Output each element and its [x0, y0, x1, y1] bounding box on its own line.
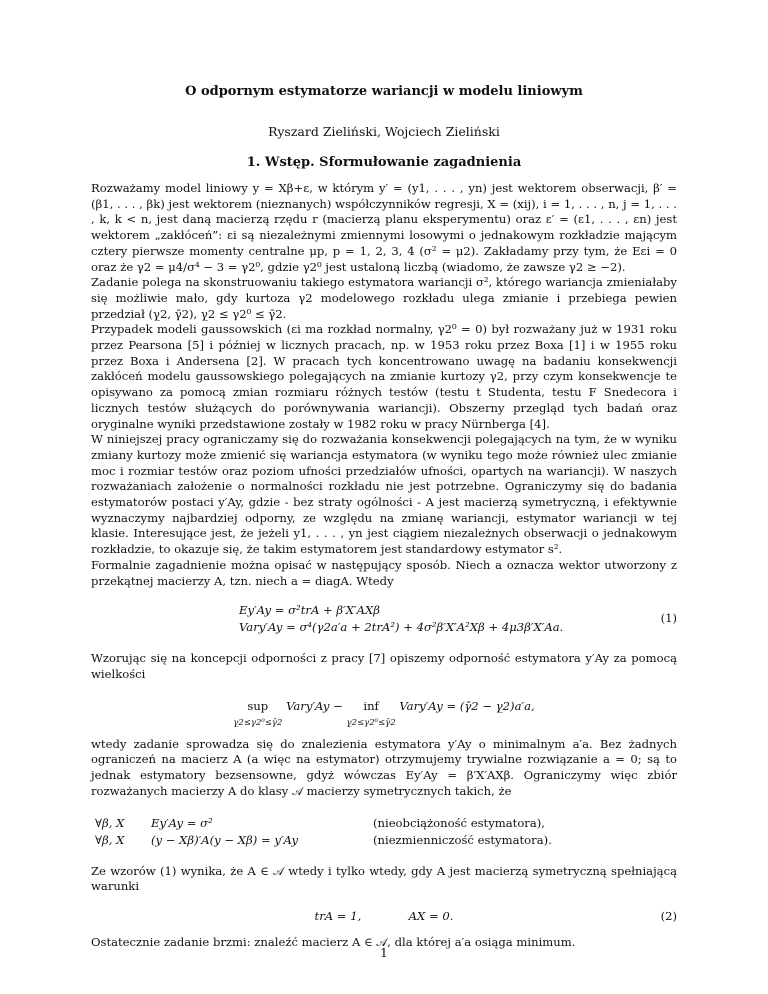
paragraph-robustness: Wzorując się na koncepcji odporności z pracy [7] opiszemy odporność estymatora y′Ay za pomocą wielkości	[91, 651, 677, 681]
paper-title: O odpornym estymatorze wariancji w modelu liniowym	[185, 84, 583, 99]
condition-quantifier: ∀β, X	[95, 815, 125, 830]
equation-2	[91, 909, 677, 925]
paragraph-model: Rozważamy model liniowy y = Xβ+ε, w którym y′ = (y1, . . . , yn) jest wektorem obserwacji, β′ = (β1, . . . , βk) jest wektorem (nieznanych) współczynników regresji, X = (xij), i = 1, . . . , n, j = 1, . . . , k, k < n, jest daną macierzą rzędu r (macierzą planu eksperymentu) oraz ε′ = (ε1, . . . , εn) jest wektorem „zakłóceń”: εi są niezależnymi zmiennymi losowymi o jednakowym rozkładzie mającym cztery pierwsze momenty centralne μp, p = 1, 2, 3, 4 (σ² = μ2). Zakładamy przy tym, że Eεi = 0 oraz że γ2 = μ4/σ⁴ − 3 = γ2⁰, gdzie γ2⁰ jest ustaloną liczbą (wiadomo, że zawsze γ2 ≥ −2).	[91, 181, 677, 274]
condition-row	[91, 833, 677, 850]
equation-1	[91, 603, 677, 637]
equation-2-number: (2)	[660, 908, 677, 923]
condition-comment: (niezmienniczość estymatora).	[373, 832, 552, 847]
condition-row	[91, 816, 677, 833]
equation-1-line-2: Vary′Ay = σ⁴(γ2a′a + 2trA²) + 4σ²β′X′A²Xβ + 4μ3β′X′Aa.	[239, 620, 564, 635]
paragraph-then: wtedy zadanie sprowadza się do znalezienia estymatora y′Ay o minimalnym a′a. Bez żadnych ograniczeń na macierz A (a więc na estymator) otrzymujemy trywialne rozwiązanie a = 0; są to jednak estymatory bezsensowne, gdyż wówczas Ey′Ay = β′X′AXβ. Ograniczymy więc zbiór rozważanych macierzy A do klasy 𝒜 macierzy symetrycznych takich, że	[91, 736, 677, 798]
robustness-measure	[91, 699, 677, 733]
condition-quantifier: ∀β, X	[95, 832, 125, 847]
sup-subscript: γ̲2≤γ2⁰≤γ̄2	[233, 718, 283, 729]
equation-1-number: (1)	[660, 611, 677, 626]
inf-subscript: γ̲2≤γ2⁰≤γ̄2	[346, 718, 396, 729]
equation-2-right: AX = 0.	[408, 908, 454, 923]
paragraph-gaussian: Przypadek modeli gaussowskich (εi ma rozkład normalny, γ2⁰ = 0) był rozważany już w 1931 roku przez Pearsona [5] i później w licznych pracach, np. w 1953 roku przez Boxa [1] i w 1955 roku przez Boxa i Andersena [2]. W pracach tych koncentrowano uwagę na badaniu konsekwencji zakłóceń modelu gaussowskiego polegających na zmianie kurtozy γ2, przy czym konsekwencje te opisywano za pomocą zmian rozmiaru różnych testów (testu t Studenta, testu F Snedecora i licznych testów służących do porównywania wariancji). Obszerny przegląd tych badań oraz oryginalne wyniki przedstawione zostały w 1982 roku w pracy Nürnberga [4].	[91, 322, 677, 431]
sup-middle: Vary′Ay −	[286, 698, 343, 713]
authors: Ryszard Zieliński, Wojciech Zieliński	[268, 124, 500, 139]
paragraph-final: Ostatecznie zadanie brzmi: znaleźć macierz A ∈ 𝒜, dla której a′a osiąga minimum.	[91, 934, 576, 949]
paragraph-formal: Formalnie zagadnienie można opisać w następujący sposób. Niech a oznacza wektor utworzony z przekątnej macierzy A, tzn. niech a = diagA. Wtedy	[91, 557, 677, 588]
paragraph-from-formulas: Ze wzorów (1) wynika, że A ∈ 𝒜 wtedy i tylko wtedy, gdy A jest macierzą symetryczną spełniającą warunki	[91, 863, 677, 894]
equation-1-line-1: Ey′Ay = σ²trA + β′X′AXβ	[239, 603, 380, 618]
section-heading: 1. Wstęp. Sformułowanie zagadnienia	[246, 155, 522, 170]
condition-expression: (y − Xβ)′A(y − Xβ) = y′Ay	[151, 832, 298, 847]
equation-2-left: trA = 1,	[314, 908, 362, 923]
page-number: 1	[380, 946, 388, 960]
inf-operator: inf	[363, 698, 379, 713]
body-text	[91, 181, 677, 950]
condition-comment: (nieobciążoność estymatora),	[373, 815, 545, 830]
conditions	[91, 816, 677, 850]
paragraph-scope: W niniejszej pracy ograniczamy się do rozważania konsekwencji polegających na tym, że w wyniku zmiany kurtozy może zmienić się wariancja estymatora (w wyniku tego może również ulec zmianie moc i rozmiar testów oraz poziom ufności przedziałów ufności, opartych na wariancji). W naszych rozważaniach założenie o normalności rozkładu nie jest potrzebne. Ograniczymy się do badania estymatorów postaci y′Ay, gdzie - bez straty ogólności - A jest macierzą symetryczną, i efektywnie wyznaczymy najbardziej odporny, ze względu na zmianę wariancji, estymator wariancji w tej klasie. Interesujące jest, że jeżeli y1, . . . , yn jest ciągiem niezależnych obserwacji o jednakowym rozkładzie, to okazuje się, że takim estymatorem jest standardowy estymator s².	[91, 432, 677, 557]
paragraph-task: Zadanie polega na skonstruowaniu takiego estymatora wariancji σ², którego wariancja zmieniałaby się możliwie mało, gdy kurtoza γ2 modelowego rozkładu ulega zmianie i przebiega pewien przedział (γ̲2, γ̄2), γ̲2 ≤ γ2⁰ ≤ γ̄2.	[91, 275, 677, 321]
sup-operator: sup	[247, 698, 269, 713]
inf-right: Vary′Ay = (γ̄2 − γ̲2)a′a,	[399, 698, 535, 713]
condition-expression: Ey′Ay = σ²	[151, 815, 213, 830]
